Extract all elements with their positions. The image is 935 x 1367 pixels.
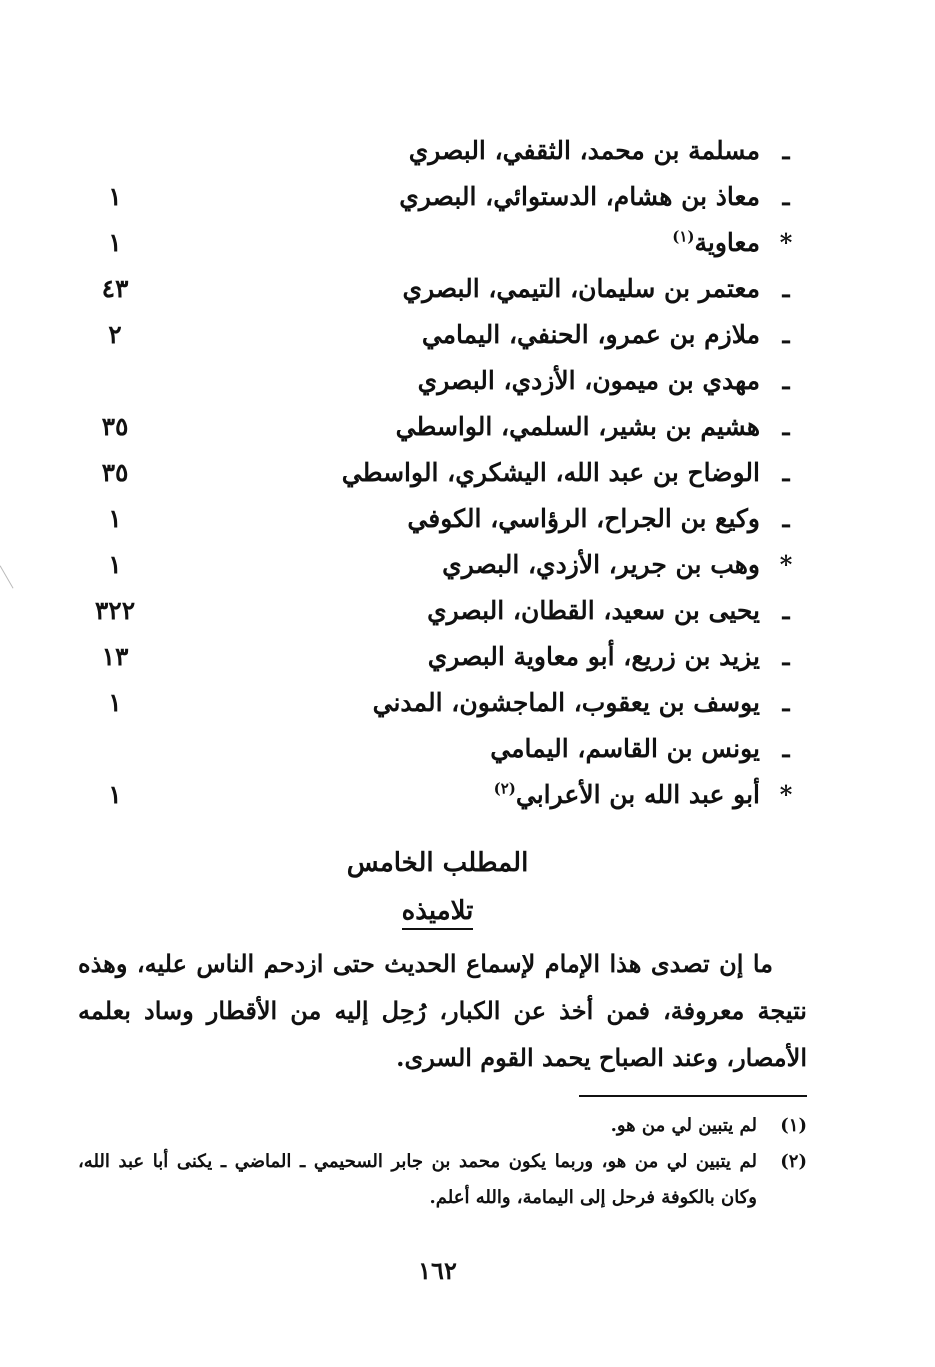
body-paragraph: ما إن تصدى هذا الإمام لإسماع الحديث حتى ازدحم الناس عليه، وهذه نتيجة معروفة، فمن أخذ عن الكبار، رُحِل إليه من الأقطار وساد بعلمه الأمصار، وعند الصباح يحمد القوم السرى.	[78, 949, 807, 1072]
dash-marker: ـ	[782, 320, 790, 349]
narrator-name: الوضاح بن عبد الله، اليشكري، الواسطي	[341, 458, 760, 487]
section-subtitle: تلاميذه	[0, 896, 875, 926]
dash-marker: ـ	[782, 734, 790, 763]
dash-marker: ـ	[782, 688, 790, 717]
dash-marker: ـ	[782, 366, 790, 395]
narrator-name: يزيد بن زريع، أبو معاوية البصري	[427, 642, 760, 671]
narration-count: ١	[108, 780, 122, 809]
narrator-name: وهب بن جرير، الأزدي، البصري	[442, 550, 760, 579]
narrator-name: ملازم بن عمرو، الحنفي، اليمامي	[421, 320, 760, 349]
footnote-text: لم يتبين لي من هو.	[610, 1115, 757, 1136]
footnote	[78, 1108, 807, 1144]
list-item	[60, 174, 806, 220]
page-number: ١٦٢	[418, 1256, 457, 1285]
footnote-divider	[579, 1095, 807, 1097]
narration-count: ٤٣	[101, 274, 129, 303]
narration-count: ١	[108, 228, 122, 257]
narration-count: ١	[108, 504, 122, 533]
narrator-name: يحيى بن سعيد، القطان، البصري	[427, 596, 760, 625]
dash-marker: ـ	[782, 596, 790, 625]
dash-marker: ـ	[782, 182, 790, 211]
footnote-ref: (١)	[672, 227, 695, 246]
scan-artifact	[0, 557, 27, 588]
narrators-list	[60, 128, 806, 818]
dash-marker: ـ	[782, 412, 790, 441]
footnote-number: (٢)	[780, 1151, 807, 1172]
narrator-name: معاوية$^{(١)}$	[672, 227, 760, 257]
narration-count: ١	[108, 688, 122, 717]
list-item	[60, 404, 806, 450]
narrator-name: مسلمة بن محمد، الثقفي، البصري	[408, 136, 760, 165]
narration-count: ٣٢٢	[94, 596, 136, 625]
narration-count: ١	[108, 550, 122, 579]
list-item	[60, 266, 806, 312]
footnotes	[78, 1108, 807, 1216]
list-item	[60, 726, 806, 772]
list-item	[60, 312, 806, 358]
list-item	[60, 588, 806, 634]
list-item	[60, 220, 806, 266]
footnote	[78, 1144, 807, 1216]
footnote-ref: (٢)	[493, 779, 516, 798]
narrator-name: يوسف بن يعقوب، الماجشون، المدني	[372, 688, 760, 717]
dash-marker: ـ	[782, 274, 790, 303]
star-marker: *	[779, 780, 793, 809]
section-title: المطلب الخامس	[346, 848, 529, 878]
dash-marker: ـ	[782, 642, 790, 671]
list-item	[60, 772, 806, 818]
list-item	[60, 450, 806, 496]
narrator-name: معاذ بن هشام، الدستوائي، البصري	[399, 182, 760, 211]
narrator-name: هشيم بن بشير، السلمي، الواسطي	[395, 412, 760, 441]
narrator-name: أبو عبد الله بن الأعرابي$^{(٢)}$	[493, 779, 760, 809]
narrator-name: يونس بن القاسم، اليمامي	[490, 734, 760, 763]
narration-count: ٣٥	[101, 458, 129, 487]
footnote-text: لم يتبين لي من هو، وربما يكون محمد بن جابر السحيمي ـ الماضي ـ يكنى أبا عبد الله، وكان بالكوفة فرحل إلى اليمامة، والله أعلم.	[78, 1151, 757, 1208]
dash-marker: ـ	[782, 504, 790, 533]
list-item	[60, 542, 806, 588]
star-marker: *	[779, 228, 793, 257]
list-item	[60, 496, 806, 542]
narrator-name: معتمر بن سليمان، التيمي، البصري	[402, 274, 760, 303]
list-item	[60, 680, 806, 726]
narrator-name: مهدي بن ميمون، الأزدي، البصري	[417, 366, 760, 395]
star-marker: *	[779, 550, 793, 579]
narration-count: ١٣	[101, 642, 129, 671]
dash-marker: ـ	[782, 136, 790, 165]
list-item	[60, 128, 806, 174]
footnote-number: (١)	[780, 1115, 807, 1136]
narration-count: ١	[108, 182, 122, 211]
list-item	[60, 358, 806, 404]
narration-count: ٣٥	[101, 412, 129, 441]
list-item	[60, 634, 806, 680]
dash-marker: ـ	[782, 458, 790, 487]
narration-count: ٢	[108, 320, 122, 349]
narrator-name: وكيع بن الجراح، الرؤاسي، الكوفي	[407, 504, 760, 533]
